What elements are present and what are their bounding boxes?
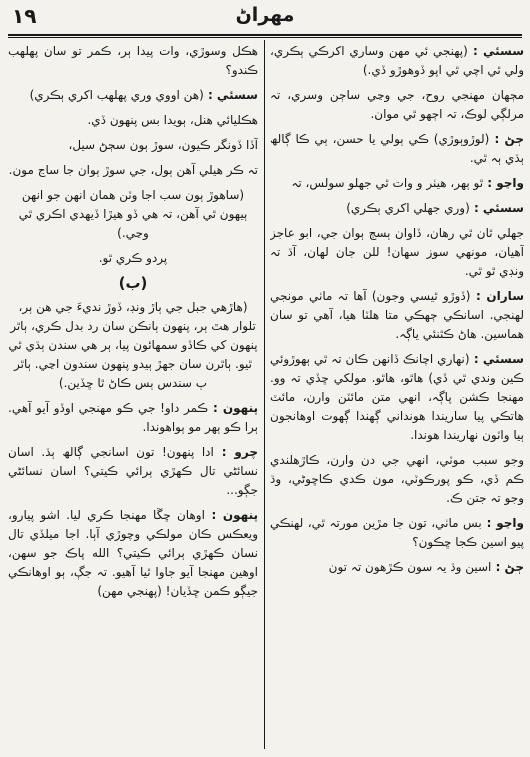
dialogue-text: اسين وڌ يہ سون ڪڙهون تہ تون xyxy=(328,560,492,574)
speaker-name: چرو : xyxy=(213,445,258,459)
dialogue-text: آڏا ڏونگر ڪيون، سوڙ ٻون سڄڻ سيل، xyxy=(68,138,258,152)
speaker-name: سسئي : xyxy=(469,352,524,366)
dialogue-text: اوهان ڇڱا مهنجا ڪري ليا. اشو پيارو، ويعڪس ڪان مولڪي وچوڙي آٻا. اجا ميلڏي تال نسان ڪهڙي ٻرائي ڪيتي؟ الله پاڪ جو سهن، اوهين مهنجا آيو جاوا ٿيا آهيو. تہ جڳ، ٻو اوهانڪي جيڳو ڪمن ڇڏيان! (پهنجي مهن) xyxy=(8,508,258,598)
dialogue-line xyxy=(270,130,524,168)
dialogue-line xyxy=(270,86,524,124)
dialogue-text: ٿو ٻهر، هيٺر و وات ٿي جهلو سولس، تہ xyxy=(291,176,484,190)
dialogue-text: (وري جهلي اکري ٻڪري) xyxy=(346,201,470,215)
dialogue-line xyxy=(270,174,524,193)
dialogue-text: جهلي ٿان ٿي رهان، ڏاوان ٻسڄ ٻوان جي، ابو عاجز آهيان، مونهي سوز سهان! للن جان لهان، آڌ تہ ونڊي ٿو ٿي. xyxy=(270,226,524,278)
dialogue-text: (لوڙوٻوڙي) ڪي ٻولي يا حسن، ٻي ڪا ڳالھ ٻڌي ٻہ ٿي. xyxy=(270,132,524,165)
dialogue-line xyxy=(8,111,258,130)
speaker-name: ڄڻ : xyxy=(489,132,524,146)
column-divider xyxy=(264,40,265,749)
stage-direction: (ساهوڙ ٻون سب اجا وٽن همان انهن جو انهن ٻيهون ٿي آهن، تہ هي ڏو هيڙا ڏيهدي اڪري ٿي وڃي.) xyxy=(18,188,248,240)
page-header xyxy=(0,0,530,34)
dialogue-line xyxy=(8,161,258,180)
dialogue-text: (هن اووي وري پهلهب اکري ٻڪري) xyxy=(29,88,204,102)
dialogue-line xyxy=(8,86,258,105)
speaker-name: پنهون : xyxy=(208,401,258,415)
dialogue-line xyxy=(8,136,258,155)
dialogue-line xyxy=(270,514,524,552)
speaker-name: سسئي : xyxy=(469,201,524,215)
dialogue-line xyxy=(270,199,524,218)
speaker-name: ساران : xyxy=(470,289,524,303)
dialogue-line xyxy=(270,350,524,445)
page-number: ١٩ xyxy=(12,4,37,28)
dialogue-line xyxy=(270,451,524,508)
dialogue-line xyxy=(270,42,524,80)
dialogue-text: بس ماٺي، تون جا مڙين مورتہ ٿي، لهنڪي پيو اسين ڪجا ڇڪون؟ xyxy=(270,516,524,549)
dialogue-text: ڪمر داو! جي ڪو مهنجي اوڏو آيو آهي. ٻرا ڪو ٻهر مو ٻواهوندا. xyxy=(8,401,258,434)
dialogue-text: مڄهان مهنجي روح، جي وڃي ساڄن وسري، تہ مرلڳي لوڪ، تہ اڄهو ٿي موان. xyxy=(270,88,524,121)
dialogue-line xyxy=(8,42,258,80)
dialogue-text: (پهنجي ئي مهن وساري اکرڪي ٻڪري، ولي ٿي اچي ٿي اپو ڏوهوڙو ڏي.) xyxy=(270,44,524,77)
dialogue-text: (ڏوڙو ٿيسي وجون) آها تہ ماٺي مونجي لهنجي. اسانڪي ڄهڪي متا هلٽا هيا، آهي تو سان هماسين. هاڻ ڪٿنئي ياڳہ. xyxy=(270,289,524,341)
dialogue-text: وجو سبب موٽي، انهي جي دن وارن، ڪاڙهلندي ڪم ڏي، ڪو پورڪوٽي، مون ڪدي ڪاڇوڻي، وڌ وجو تہ جتن ڪ. xyxy=(270,453,524,505)
dialogue-line xyxy=(270,224,524,281)
stage-direction: (هاڙهي جبل جي ٻاڙ ونڊ، ڏوڙ نديءَ جي هن ٻر، تلوار هٿ ٻر، پنهون ٻانڪن سان رد بدل ڪري، ٻاٿر پنهون کي ڪاڏو سمهائون پيا، ٻر هي سندن ٻڌي ٿي ٿيو. ٻاٿرن سان جهڙ ٻيدو پنهون سندون اڃي. ٻاٿر ٻ سندس ٻس ڪاڻ ٿا ڇڏين.) xyxy=(8,300,258,390)
speaker-name: ڄڻ : xyxy=(491,560,524,574)
dialogue-text: ادا پنهون! تون اسانجي ڳالھ ٻڌ. اسان نسائڻي تال ڪهڙي ٻرائي ڪيتي؟ اسان نسائڻي جڳو... xyxy=(8,445,258,497)
header-rule xyxy=(8,34,522,36)
speaker-name: سسئي : xyxy=(467,44,524,58)
speaker-name: واڃو : xyxy=(481,516,524,530)
stage-direction: پردو ڪري ٿو. xyxy=(98,251,168,265)
scene-marker: (ب) xyxy=(118,274,148,292)
speaker-name: واڃو : xyxy=(483,176,524,190)
dialogue-line xyxy=(270,558,524,577)
dialogue-text: هڪليائي هنل، ٻويدا بس پنهون ڏي. xyxy=(87,113,258,127)
dialogue-line xyxy=(8,443,258,500)
running-title: مهراڻ xyxy=(235,4,295,26)
left-column xyxy=(8,42,258,751)
dialogue-line xyxy=(8,399,258,437)
speaker-name: سسئي : xyxy=(203,88,258,102)
dialogue-line xyxy=(8,506,258,601)
header-rule-thin xyxy=(8,37,522,38)
dialogue-text: (نهاري اچانڪ ڏانهن ڪان تہ ٿي ٻهوڙوئي ڪين وندي ٿي ڏي) هاٿو، هاٿو. مولکي ڇڏي تہ وو. مهنجا ڪشن پاڳہ، انهي متن مائٽن وارن، مائٽ هاتڪي پيا ساريندا هونداني ڳهندا ڳهوت اوهانجون ٻيا واٽون نهاريندا هوندا. xyxy=(270,352,524,442)
dialogue-text: هڪل وسوڙي، وات پيدا ٻر، ڪمر تو سان پهلهب ڪندو؟ xyxy=(8,44,258,77)
dialogue-text: تہ ڪر هيلي آهن ٻول، جي سوڙ ٻوان جا ساڃ مون. xyxy=(8,163,258,177)
speaker-name: پنهون : xyxy=(204,508,258,522)
right-column xyxy=(270,42,524,751)
dialogue-line xyxy=(270,287,524,344)
